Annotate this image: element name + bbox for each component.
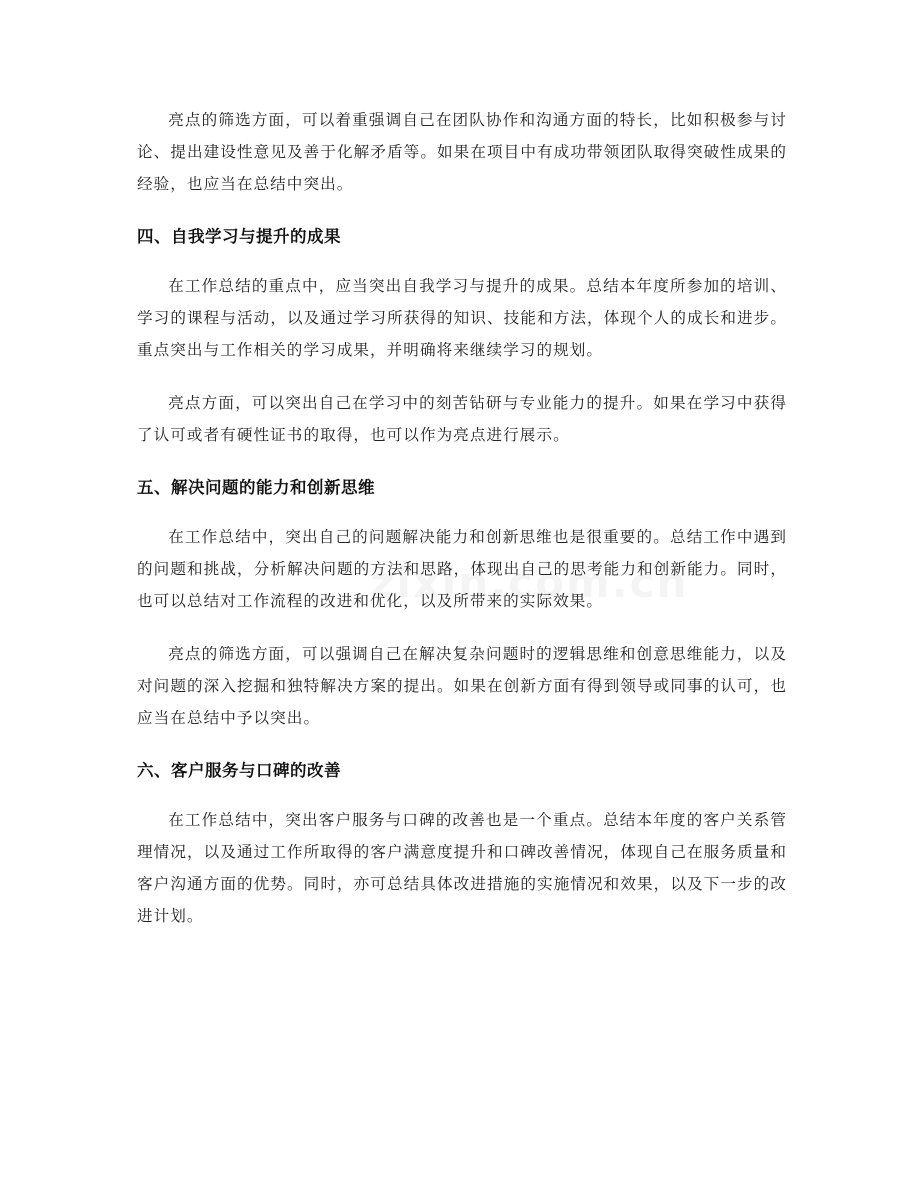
section-heading-6: 六、客户服务与口碑的改善 — [137, 761, 341, 780]
paragraph-customer-service: 在工作总结中，突出客户服务与口碑的改善也是一个重点。总结本年度的客户关系管理情况，以及通过工作所取得的客户满意度提升和口碑改善情况，体现自己在服务质量和客户沟通方面的优势。同时，亦可总结具体改进措施的实施情况和效果，以及下一步的改进计划。 — [137, 811, 787, 925]
document-body — [137, 104, 787, 953]
paragraph-teamwork-highlights: 亮点的筛选方面，可以着重强调自己在团队协作和沟通方面的特长，比如积极参与讨论、提出建设性意见及善于化解矛盾等。如果在项目中有成功带领团队取得突破性成果的经验，也应当在总结中突出。 — [137, 111, 787, 193]
paragraph-problem-solving: 在工作总结中，突出自己的问题解决能力和创新思维也是很重要的。总结工作中遇到的问题和挑战，分析解决问题的方法和思路，体现出自己的思考能力和创新能力。同时，也可以总结对工作流程的改进和优化，以及所带来的实际效果。 — [137, 528, 787, 610]
paragraph-problem-solving-highlights: 亮点的筛选方面，可以强调自己在解决复杂问题时的逻辑思维和创意思维能力，以及对问题的深入挖掘和独特解决方案的提出。如果在创新方面有得到领导或同事的认可，也应当在总结中予以突出。 — [137, 645, 787, 727]
paragraph-learning-highlights: 亮点方面，可以突出自己在学习中的刻苦钻研与专业能力的提升。如果在学习中获得了认可或者有硬性证书的取得，也可以作为亮点进行展示。 — [137, 394, 787, 444]
section-heading-4: 四、自我学习与提升的成果 — [137, 227, 341, 246]
section-heading-5: 五、解决问题的能力和创新思维 — [137, 478, 375, 497]
paragraph-learning-results: 在工作总结的重点中，应当突出自我学习与提升的成果。总结本年度所参加的培训、学习的课程与活动，以及通过学习所获得的知识、技能和方法，体现个人的成长和进步。重点突出与工作相关的学习成果，并明确将来继续学习的规划。 — [137, 277, 787, 359]
